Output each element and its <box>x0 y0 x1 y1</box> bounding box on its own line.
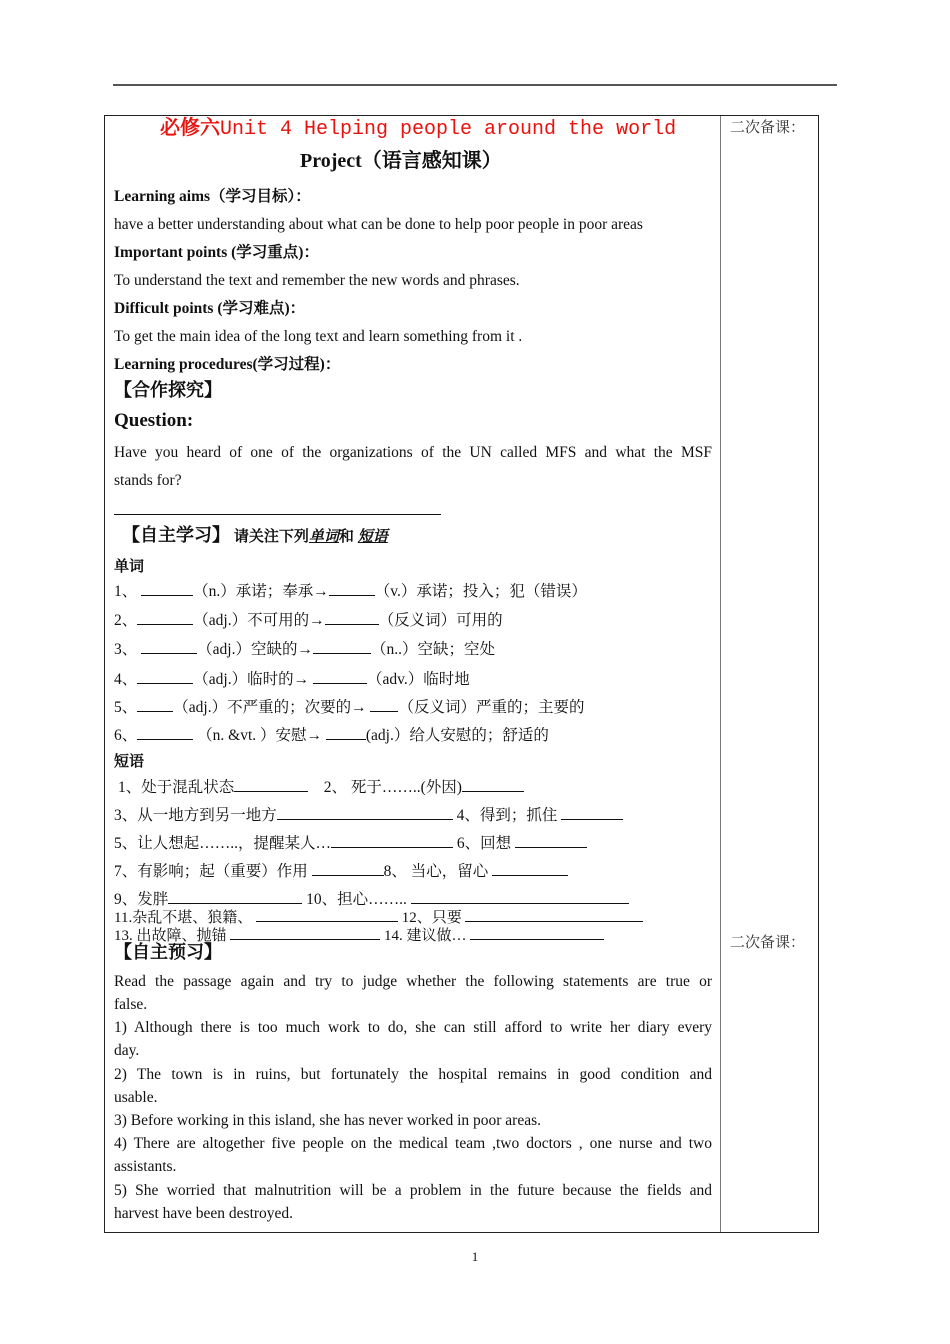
title-en: Unit 4 Helping people around the world <box>220 118 677 141</box>
preview-intro-2: false. <box>114 996 148 1013</box>
phrase: 1、处于混乱状态 <box>118 779 235 796</box>
phrase-row-2 <box>114 805 623 826</box>
preview-heading: 【自主预习】 <box>114 942 222 963</box>
statement-4-line-1: 4) There are altogether five people on the medical team ,two doctors , one nurse and two <box>114 1135 712 1152</box>
page-title <box>160 117 676 140</box>
self-study-row <box>122 526 388 547</box>
page-subtitle: Project（语言感知课） <box>300 150 502 172</box>
phrase: 3、从一地方到另一地方 <box>114 807 277 824</box>
question-line-1: Have you heard of one of the organizations of the UN called MFS and what the MSF <box>114 444 712 461</box>
word-def: （n..）空缺；空处 <box>370 641 495 658</box>
word-num: 1、 <box>114 583 138 600</box>
word-num: 3、 <box>114 641 138 658</box>
word-blank[interactable] <box>137 725 193 740</box>
word-blank[interactable] <box>141 581 193 596</box>
phrase-row-5 <box>114 889 629 910</box>
word-def: （adj.）空缺的→ <box>197 641 313 658</box>
phrase-row-4 <box>114 861 568 882</box>
phrase: 4、得到；抓住 <box>456 807 558 824</box>
word-def: （adj.）不严重的；次要的→ <box>173 699 367 716</box>
phrase-blank[interactable] <box>492 861 568 876</box>
phrase-blank[interactable] <box>515 833 587 848</box>
word-blank[interactable] <box>370 697 398 712</box>
procedures-label: Learning procedures(学习过程)： <box>114 356 341 373</box>
column-divider <box>720 116 721 1232</box>
header-rule <box>113 84 837 86</box>
word-def: (adj.）给人安慰的；舒适的 <box>365 727 549 744</box>
cooperate-heading: 【合作探究】 <box>114 380 222 401</box>
word-row-6 <box>114 725 549 746</box>
words-label: 单词 <box>114 557 145 575</box>
title-cn: 必修六 <box>160 115 220 139</box>
phrase-blank[interactable] <box>411 889 629 904</box>
phrase-blank[interactable] <box>465 908 643 922</box>
word-num: 2、 <box>114 612 138 629</box>
phrase-blank[interactable] <box>462 777 524 792</box>
word-row-2 <box>114 610 503 631</box>
phrase: 7、有影响；起（重要）作用 <box>114 863 308 880</box>
word-def: （n. &vt. ）安慰→ <box>197 727 323 744</box>
phrases-label: 短语 <box>114 752 145 770</box>
aims-text: have a better understanding about what can be done to help poor people in poor areas <box>114 216 643 233</box>
phrases-link: 短语 <box>357 527 388 545</box>
phrase-blank[interactable] <box>470 926 604 940</box>
phrase-blank[interactable] <box>168 889 302 904</box>
phrase-blank[interactable] <box>234 777 308 792</box>
statement-5-line-1: 5) She worried that malnutrition will be a problem in the future because the fields and <box>114 1182 712 1199</box>
statement-1-line-1: 1) Although there is too much work to do, she can still afford to write her diary every <box>114 1019 712 1036</box>
phrase-blank[interactable] <box>277 805 453 820</box>
phrase-row-1 <box>118 777 524 798</box>
self-study-heading: 【自主学习】 <box>122 525 230 546</box>
question-line-2: stands for? <box>114 472 182 489</box>
statement-5-line-2: harvest have been destroyed. <box>114 1205 294 1222</box>
and-text: 和 <box>338 527 354 545</box>
word-row-1 <box>114 581 587 602</box>
phrase: 11.杂乱不堪、狼籍、 <box>114 910 253 926</box>
word-row-3 <box>114 639 495 660</box>
word-def: （adv.）临时地 <box>366 671 470 688</box>
word-def: （adj.）临时的→ <box>193 671 310 688</box>
question-label: Question: <box>114 410 194 431</box>
difficult-text: To get the main idea of the long text and learn something from it . <box>114 328 523 345</box>
statement-3: 3) Before working in this island, she has never worked in poor areas. <box>114 1112 541 1129</box>
phrase: 8、 当心，留心 <box>383 863 489 880</box>
word-def: （v.）承诺；投入；犯（错误） <box>374 583 587 600</box>
word-def: （adj.）不可用的→ <box>193 612 325 629</box>
word-row-5 <box>114 697 584 718</box>
lesson-plan-table <box>104 115 819 1233</box>
side-note-top: 二次备课： <box>730 120 806 136</box>
answer-line[interactable] <box>114 514 441 515</box>
word-blank[interactable] <box>325 610 379 625</box>
page-number: 1 <box>471 1249 479 1264</box>
phrase: 2、 死于……..(外因) <box>323 779 462 796</box>
word-num: 6、 <box>114 727 138 744</box>
phrase: 10、担心…….. <box>306 891 407 908</box>
phrase-blank[interactable] <box>561 805 623 820</box>
word-blank[interactable] <box>137 610 193 625</box>
statement-2-line-1: 2) The town is in ruins, but fortunately the hospital remains in good condition and <box>114 1066 712 1083</box>
word-blank[interactable] <box>313 639 371 654</box>
word-blank[interactable] <box>329 581 375 596</box>
phrase: 9、发胖 <box>114 891 169 908</box>
word-def: （反义词）严重的；主要的 <box>398 699 585 716</box>
phrase-blank[interactable] <box>331 833 453 848</box>
word-blank[interactable] <box>137 669 193 684</box>
word-blank[interactable] <box>137 697 173 712</box>
side-note-middle: 二次备课： <box>730 935 806 951</box>
phrase: 6、回想 <box>456 835 512 852</box>
important-label: Important points (学习重点)： <box>114 244 319 261</box>
word-blank[interactable] <box>326 725 366 740</box>
difficult-label: Difficult points (学习难点)： <box>114 300 306 317</box>
important-text: To understand the text and remember the new words and phrases. <box>114 272 520 289</box>
word-blank[interactable] <box>141 639 197 654</box>
self-study-instruction: 请关注下列 <box>233 527 309 545</box>
phrase-blank[interactable] <box>230 926 380 940</box>
statement-1-line-2: day. <box>114 1042 140 1059</box>
phrase: 13. 出故障、抛锚 <box>114 928 227 944</box>
phrase: 14. 建议做… <box>384 928 467 944</box>
phrase-row-3 <box>114 833 587 854</box>
statement-2-line-2: usable. <box>114 1089 158 1106</box>
word-row-4 <box>114 669 470 690</box>
phrase-blank[interactable] <box>312 861 384 876</box>
words-link: 单词 <box>308 527 339 545</box>
word-def: （n.）承诺；奉承→ <box>193 583 329 600</box>
word-num: 4、 <box>114 671 138 688</box>
word-def: （反义词）可用的 <box>378 612 503 629</box>
word-num: 5、 <box>114 699 138 716</box>
statement-4-line-2: assistants. <box>114 1158 177 1175</box>
aims-label: Learning aims（学习目标）： <box>114 188 311 205</box>
phrase-row-6 <box>114 908 643 927</box>
phrase: 12、只要 <box>401 910 462 926</box>
preview-intro-1: Read the passage again and try to judge whether the following statements are true or <box>114 973 712 990</box>
word-blank[interactable] <box>313 669 367 684</box>
phrase: 5、让人想起……..，提醒某人… <box>114 835 332 852</box>
phrase-blank[interactable] <box>256 908 398 922</box>
